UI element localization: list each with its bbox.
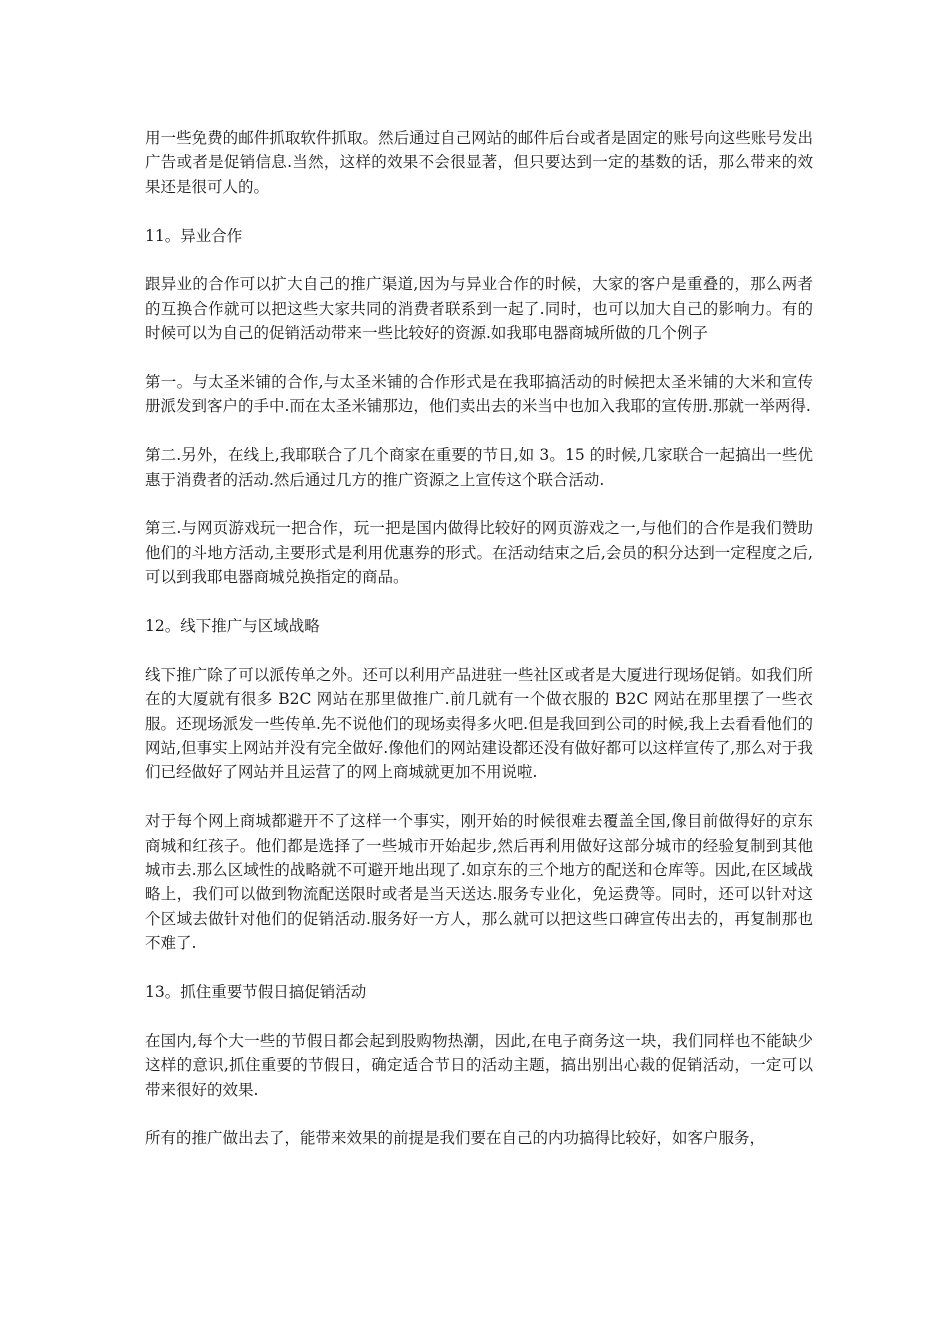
section-heading-11: 11。异业合作 xyxy=(145,226,243,245)
paragraph-conclusion: 所有的推广做出去了，能带来效果的前提是我们要在自己的内功搞得比较好，如客户服务， xyxy=(145,1129,766,1148)
section-heading-13: 13。抓住重要节假日搞促销活动 xyxy=(145,983,367,1002)
paragraph-regional-strategy: 对于每个网上商城都避开不了这样一个事实，刚开始的时候很难去覆盖全国,像目前做得好的京东商城和红孩子。他们都是选择了一些城市开始起步,然后再利用做好这部分城市的经验复制到其他城市去.那么区域性的战略就不可避开地出现了.如京东的三个地方的配送和仓库等。因此,在区域战略上，我们可以做到物流配送限时或者是当天送达.服务专业化，免运费等。同时，还可以针对这个区域去做针对他们的促销活动.服务好一方人，那么就可以把这些口碑宣传出去的，再复制那也不难了. xyxy=(145,812,813,953)
paragraph-offline-promotion: 线下推广除了可以派传单之外。还可以利用产品进驻一些社区或者是大厦进行现场促销。如我们所在的大厦就有很多 B2C 网站在那里做推广.前几就有一个做衣服的 B2C 网站在那里摆了一些衣服。还现场派发一些传单.先不说他们的现场卖得多火吧.但是我回到公司的时候,我上去看看他们的网站,但事实上网站并没有完全做好.像他们的网站建设都还没有做好都可以这样宣传了,那么对于我们已经做好了网站并且运营了的网上商城就更加不用说啦. xyxy=(145,665,813,782)
section-heading-12: 12。线下推广与区域战略 xyxy=(145,617,320,636)
paragraph-cross-industry: 跟异业的合作可以扩大自己的推广渠道,因为与异业合作的时候，大家的客户是重叠的，那么两者的互换合作就可以把这些大家共同的消费者联系到一起了.同时，也可以加大自己的影响力。有的时候可以为自己的促销活动带来一些比较好的资源.如我耶电器商城所做的几个例子 xyxy=(145,275,813,343)
paragraph-email-marketing-end: 用一些免费的邮件抓取软件抓取。然后通过自己网站的邮件后台或者是固定的账号向这些账号发出广告或者是促销信息.当然，这样的效果不会很显著，但只要达到一定的基数的话，那么带来的效果还是很可人的。 xyxy=(145,129,813,196)
document-body xyxy=(145,126,813,1175)
paragraph-example-3: 第三.与网页游戏玩一把合作，玩一把是国内做得比较好的网页游戏之一,与他们的合作是我们赞助他们的斗地方活动,主要形式是利用优惠券的形式。在活动结束之后,会员的积分达到一定程度之后,可以到我耶电器商城兑换指定的商品。 xyxy=(145,519,813,587)
paragraph-example-2: 第二.另外，在线上,我耶联合了几个商家在重要的节日,如 3。15 的时候,几家联合一起搞出一些优惠于消费者的活动.然后通过几方的推广资源之上宣传这个联合活动. xyxy=(145,446,813,489)
paragraph-holiday-promotion: 在国内,每个大一些的节假日都会起到股购物热潮，因此,在电子商务这一块，我们同样也不能缺少这样的意识,抓住重要的节假日，确定适合节日的活动主题，搞出别出心裁的促销活动，一定可以带来很好的效果. xyxy=(145,1031,813,1099)
paragraph-example-1: 第一。与太圣米铺的合作,与太圣米铺的合作形式是在我耶搞活动的时候把太圣米铺的大米和宣传册派发到客户的手中.而在太圣米铺那边，他们卖出去的米当中也加入我耶的宣传册.那就一举两得. xyxy=(145,373,813,416)
